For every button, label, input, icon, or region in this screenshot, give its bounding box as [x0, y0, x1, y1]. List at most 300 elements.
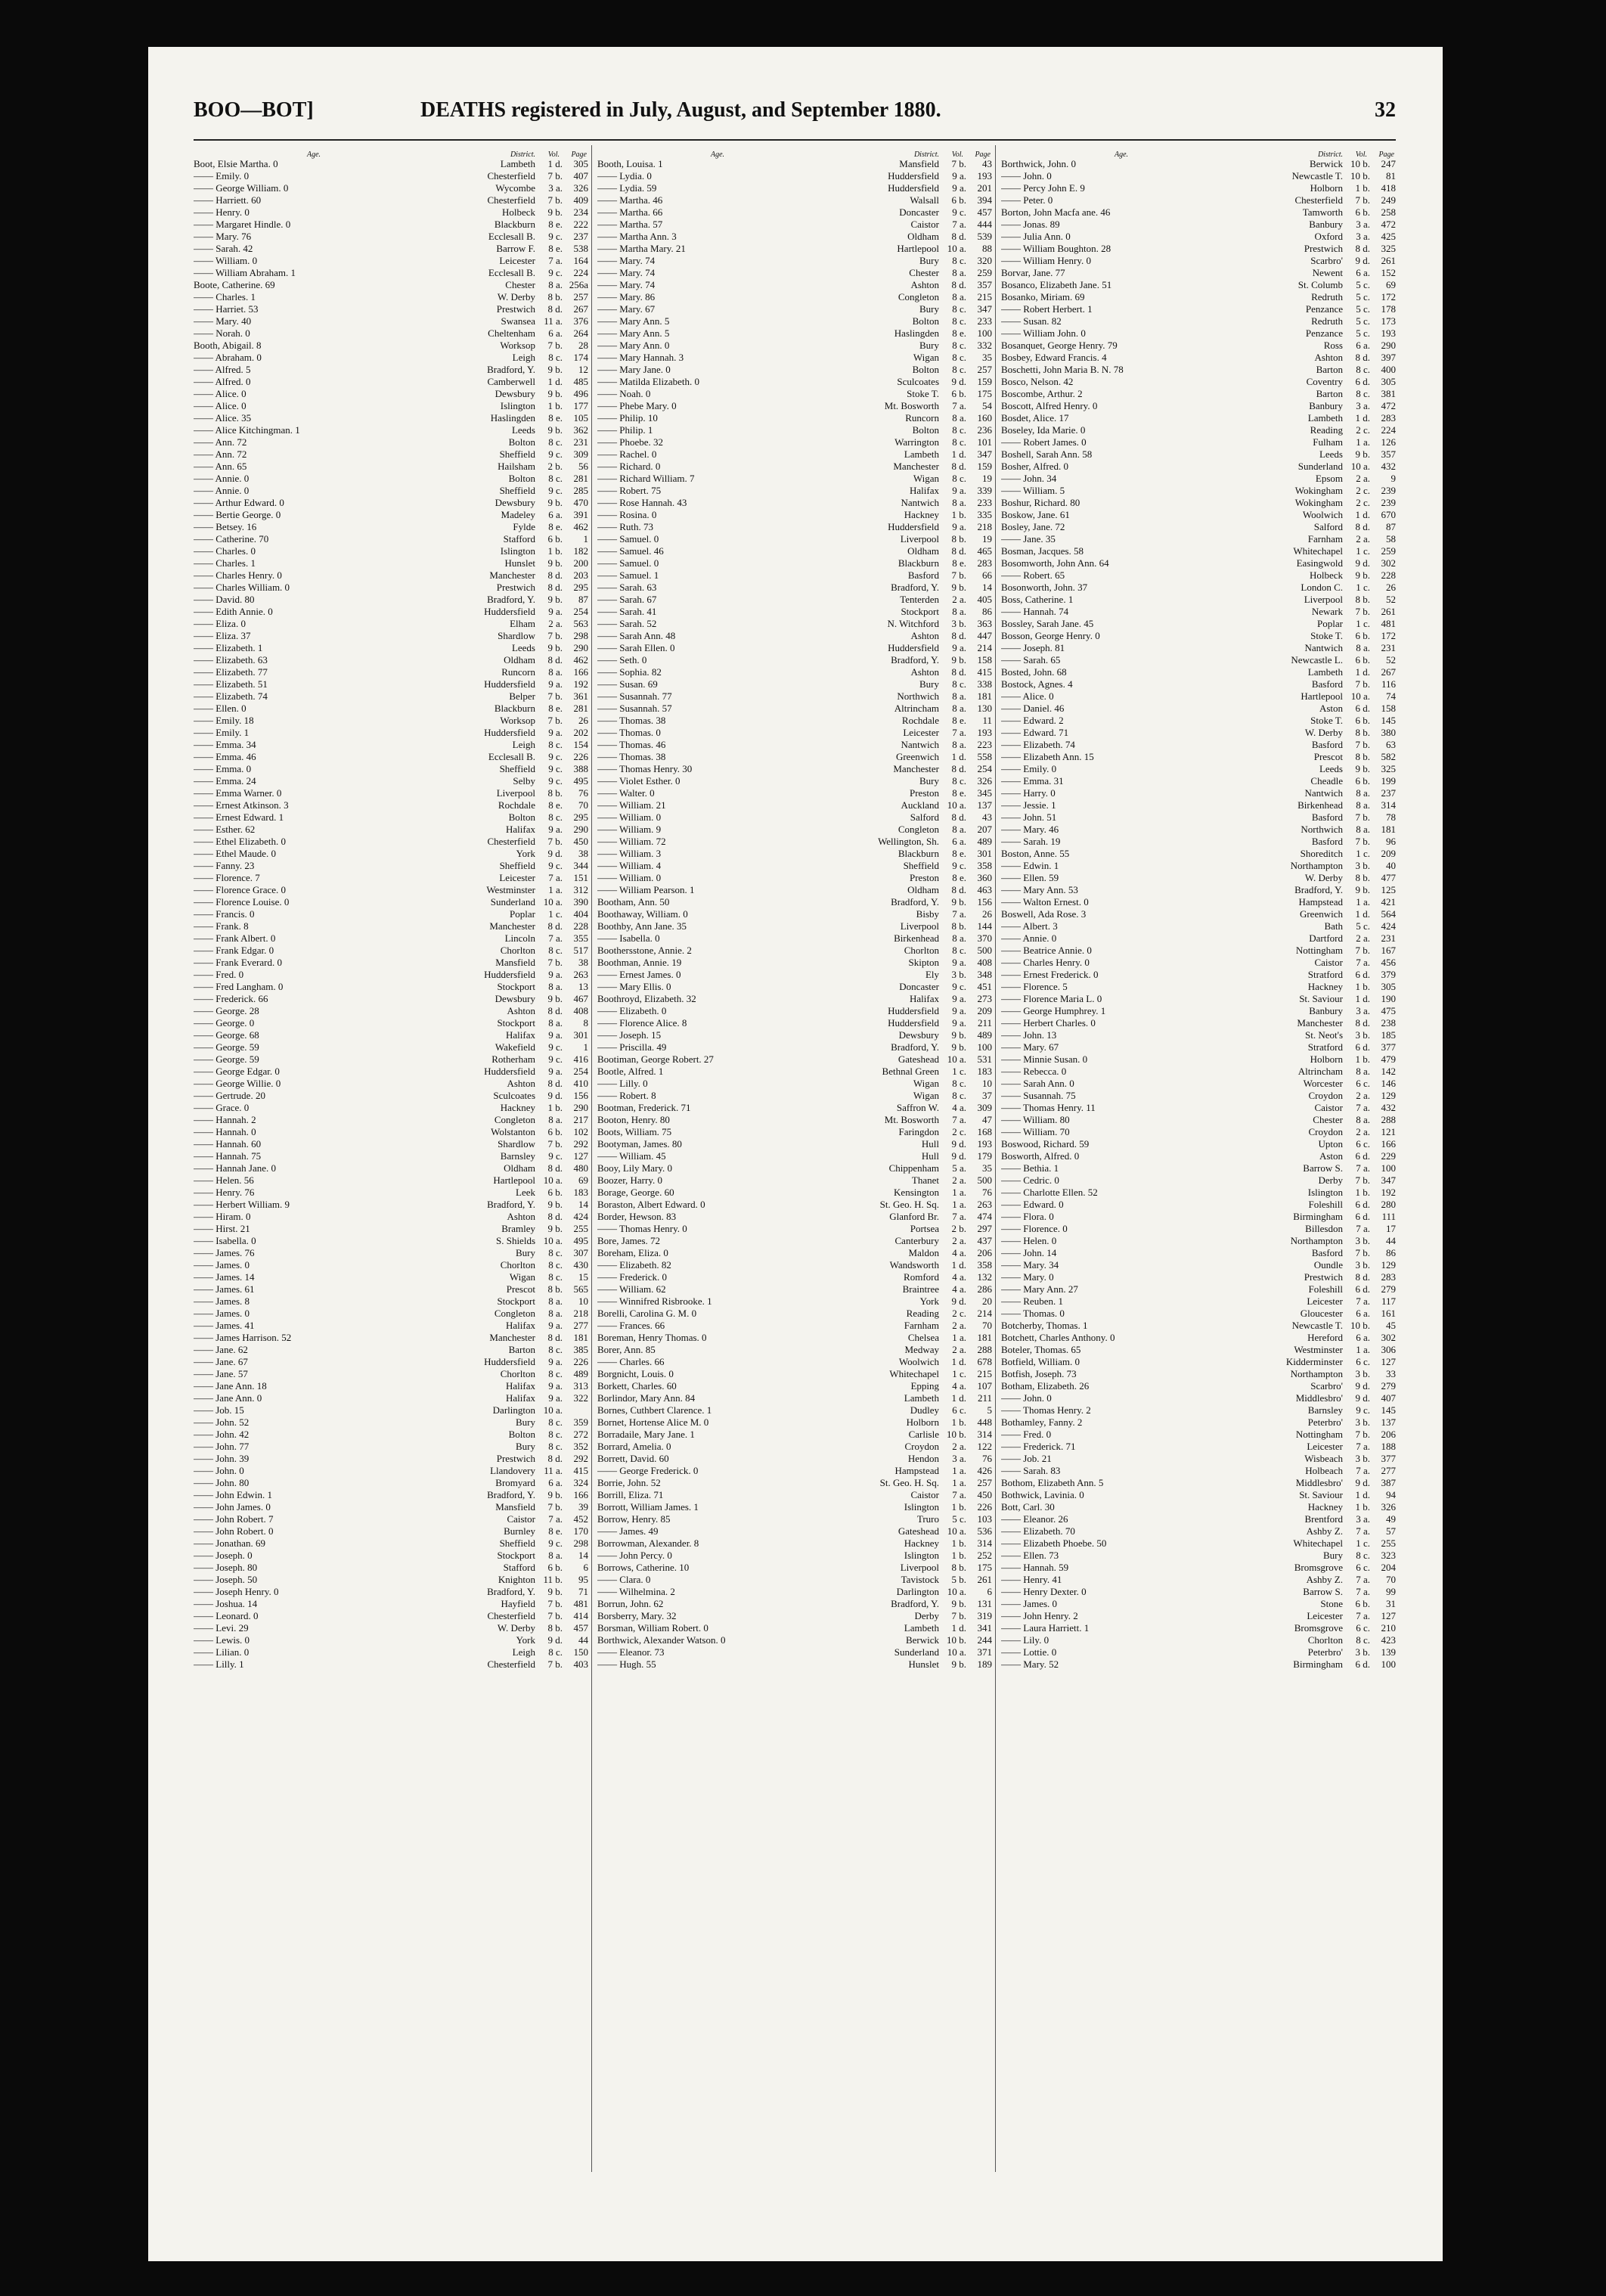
entry-page: 31 [1386, 1598, 1396, 1609]
entry-page: 500 [977, 945, 992, 956]
entry-district: Leek [516, 1187, 535, 1198]
entry-volume: 3 b. [1355, 1259, 1370, 1271]
entry-district: N. Witchford [887, 618, 939, 629]
index-entry [194, 473, 588, 485]
entry-district: Barton [1316, 364, 1343, 375]
index-entry [194, 896, 588, 908]
index-entry [194, 642, 588, 654]
entry-district: Hull [921, 1138, 939, 1150]
index-entry [194, 1041, 588, 1053]
entry-name-age: —— Ellen. 73 [1001, 1550, 1059, 1561]
entry-page: 404 [573, 908, 588, 920]
entry-volume: 1 b. [547, 545, 563, 557]
entry-name-age: Botfield, William. 0 [1001, 1356, 1080, 1367]
entry-name-age: —— William. 70 [1001, 1126, 1070, 1137]
entry-district: Wigan [509, 1271, 535, 1283]
entry-district: Sheffield [499, 763, 535, 774]
entry-volume: 7 a. [548, 932, 563, 944]
entry-district: Leigh [512, 352, 535, 363]
entry-name-age: —— William Abraham. 1 [194, 267, 296, 278]
index-entry [1001, 1138, 1396, 1150]
entry-district: Dewsbury [495, 388, 535, 399]
entry-name-age: —— Reuben. 1 [1001, 1295, 1063, 1307]
entry-page: 5 [987, 1404, 992, 1416]
entry-page: 160 [977, 412, 992, 424]
entry-name-age: —— Hiram. 0 [194, 1211, 251, 1222]
entry-volume: 7 b. [1355, 811, 1370, 823]
entry-district: Redruth [1311, 291, 1343, 303]
entry-district: Leigh [512, 739, 535, 750]
entry-volume: 8 d. [1355, 1017, 1370, 1029]
index-entry [597, 945, 992, 957]
entry-name-age: —— Rachel. 0 [597, 448, 657, 460]
entry-page: 377 [1381, 1041, 1396, 1053]
index-entry [1001, 594, 1396, 606]
entry-volume: 8 a. [548, 279, 563, 290]
entry-district: Darlington [896, 1586, 939, 1597]
entry-page: 234 [573, 206, 588, 218]
entry-volume: 8 b. [547, 1622, 563, 1634]
entry-district: Sculcoates [897, 376, 939, 387]
index-entry [194, 412, 588, 424]
entry-name-age: —— Sarah. 41 [597, 606, 657, 617]
entry-name-age: —— Henry Dexter. 0 [1001, 1586, 1087, 1597]
index-entry [597, 872, 992, 884]
entry-name-age: —— Lily. 0 [1001, 1634, 1049, 1646]
entry-page: 105 [573, 412, 588, 424]
entry-name-age: —— John. 0 [1001, 170, 1052, 182]
index-entry [1001, 739, 1396, 751]
entry-volume: 8 a. [548, 1295, 563, 1307]
entry-page: 70 [578, 799, 588, 811]
entry-volume: 9 b. [547, 557, 563, 569]
entry-page: 335 [977, 509, 992, 520]
entry-volume: 9 d. [547, 1090, 563, 1101]
entry-name-age: —— Florence Louise. 0 [194, 896, 290, 908]
entry-volume: 8 a. [548, 1550, 563, 1561]
entry-page: 95 [578, 1574, 588, 1585]
index-entry [1001, 1150, 1396, 1162]
entry-name-age: —— Thomas. 38 [597, 751, 666, 762]
entry-volume: 9 a. [952, 993, 966, 1004]
entry-page: 347 [977, 448, 992, 460]
entry-volume: 10 a. [1350, 690, 1370, 702]
index-entry [194, 1562, 588, 1574]
entry-district: Newcastle T. [1291, 1320, 1343, 1331]
entry-district: Wellington, Sh. [878, 836, 939, 847]
index-entry [597, 1090, 992, 1102]
entry-name-age: —— Charlotte Ellen. 52 [1001, 1187, 1098, 1198]
index-entry [194, 436, 588, 448]
entry-page: 224 [1381, 424, 1396, 436]
index-entry [597, 1622, 992, 1634]
entry-district: Dartford [1309, 932, 1343, 944]
entry-volume: 6 b. [951, 194, 966, 206]
entry-volume: 3 a. [1356, 400, 1370, 411]
entry-volume: 1 b. [951, 1416, 966, 1428]
entry-page: 259 [1381, 545, 1396, 557]
entry-volume: 3 b. [1355, 1646, 1370, 1658]
entry-volume: 9 a. [952, 521, 966, 532]
entry-name-age: Bosman, Jacques. 58 [1001, 545, 1084, 557]
entry-name-age: Borthwick, Alexander Watson. 0 [597, 1634, 726, 1646]
index-entry [1001, 1441, 1396, 1453]
entry-page: 33 [1386, 1368, 1396, 1379]
entry-page: 192 [1381, 1187, 1396, 1198]
entry-name-age: —— Emma. 46 [194, 751, 256, 762]
entry-name-age: Bosomworth, John Ann. 64 [1001, 557, 1109, 569]
index-entry [194, 376, 588, 388]
entry-volume: 8 d. [951, 811, 966, 823]
entry-page: 450 [977, 1489, 992, 1500]
entry-volume: 10 a. [947, 1586, 966, 1597]
entry-district: Manchester [893, 461, 939, 472]
entry-name-age: —— Betsey. 16 [194, 521, 257, 532]
entry-volume: 1 a. [1356, 896, 1370, 908]
entry-name-age: —— Mary Ellis. 0 [597, 981, 671, 992]
index-entry [194, 1283, 588, 1295]
entry-page: 107 [977, 1380, 992, 1392]
entry-volume: 9 d. [547, 1634, 563, 1646]
entry-name-age: Boswood, Richard. 59 [1001, 1138, 1090, 1150]
entry-volume: 8 a. [1356, 642, 1370, 653]
entry-name-age: —— Sarah Ann. 0 [1001, 1078, 1074, 1089]
entry-volume: 8 a. [548, 1114, 563, 1125]
entry-page: 357 [977, 279, 992, 290]
entry-page: 244 [977, 1634, 992, 1646]
entry-district: Hackney [500, 1102, 535, 1113]
entry-name-age: —— Hannah. 59 [1001, 1562, 1069, 1573]
entry-volume: 9 c. [952, 981, 966, 992]
entry-name-age: —— Emma. 34 [194, 739, 256, 750]
index-entry [597, 1162, 992, 1174]
entry-name-age: Border, Hewson. 83 [597, 1211, 677, 1222]
entry-page: 405 [977, 594, 992, 605]
entry-volume: 7 b. [1355, 739, 1370, 750]
entry-volume: 9 b. [1355, 448, 1370, 460]
entry-district: Stoke T. [907, 388, 939, 399]
entry-page: 423 [1381, 1634, 1396, 1646]
entry-district: Manchester [1297, 1017, 1343, 1029]
entry-volume: 3 a. [1356, 1513, 1370, 1525]
entry-page: 226 [573, 1356, 588, 1367]
entry-district: Swansea [501, 315, 535, 327]
index-entry [597, 231, 992, 243]
entry-name-age: —— Mary. 74 [597, 279, 656, 290]
index-entry [194, 666, 588, 678]
entry-page: 290 [573, 824, 588, 835]
entry-district: Burnley [504, 1525, 535, 1537]
entry-name-age: Bootiman, George Robert. 27 [597, 1053, 714, 1065]
index-entry [597, 1356, 992, 1368]
entry-volume: 4 a. [952, 1271, 966, 1283]
index-entry [597, 1259, 992, 1271]
entry-page: 223 [977, 739, 992, 750]
entry-volume: 2 a. [1356, 533, 1370, 545]
entry-district: Congleton [898, 824, 939, 835]
entry-name-age: —— Cedric. 0 [1001, 1174, 1059, 1186]
entry-name-age: —— Hirst. 21 [194, 1223, 250, 1234]
entry-name-age: Borrow, Henry. 85 [597, 1513, 671, 1525]
entry-volume: 8 d. [547, 303, 563, 315]
entry-page: 14 [982, 582, 992, 593]
entry-district: Prestwich [1304, 243, 1343, 254]
entry-name-age: —— Bertie George. 0 [194, 509, 281, 520]
entry-volume: 8 d. [951, 630, 966, 641]
entry-volume: 7 a. [548, 1513, 563, 1525]
entry-name-age: —— Mary. 76 [194, 231, 252, 242]
index-entry [194, 557, 588, 569]
entry-name-age: —— William. 62 [597, 1283, 666, 1295]
entry-page: 301 [977, 848, 992, 859]
entry-name-age: —— Ernest Edward. 1 [194, 811, 284, 823]
entry-district: Kensington [894, 1187, 939, 1198]
index-entry [597, 315, 992, 327]
entry-name-age: —— Jessie. 1 [1001, 799, 1056, 811]
entry-name-age: Borrie, John. 52 [597, 1477, 661, 1488]
entry-name-age: —— Jane Ann. 0 [194, 1392, 262, 1404]
entry-name-age: —— George Frederick. 0 [597, 1465, 699, 1476]
index-entry [597, 618, 992, 630]
entry-name-age: —— Peter. 0 [1001, 194, 1053, 206]
entry-volume: 7 b. [547, 1610, 563, 1621]
index-entry [194, 1550, 588, 1562]
entry-name-age: —— Florence. 0 [1001, 1223, 1068, 1234]
entry-name-age: —— Susannah. 77 [597, 690, 672, 702]
entry-page: 137 [977, 799, 992, 811]
entry-page: 408 [977, 957, 992, 968]
entry-district: Chorlton [904, 945, 939, 956]
entry-volume: 8 b. [1355, 751, 1370, 762]
entry-page: 531 [977, 1053, 992, 1065]
entry-page: 236 [977, 424, 992, 436]
entry-district: Wigan [913, 473, 939, 484]
entry-volume: 8 e. [952, 872, 966, 883]
entry-name-age: —— Ernest Frederick. 0 [1001, 969, 1099, 980]
index-entry [1001, 1005, 1396, 1017]
entry-name-age: —— Percy John E. 9 [1001, 182, 1085, 194]
index-entry [1001, 400, 1396, 412]
entry-name-age: —— Joseph. 0 [194, 1550, 253, 1561]
entry-page: 94 [1386, 1489, 1396, 1500]
entry-page: 144 [977, 920, 992, 932]
index-entry [597, 1368, 992, 1380]
entry-volume: 8 c. [548, 473, 563, 484]
entry-name-age: Bosbey, Edward Francis. 4 [1001, 352, 1107, 363]
entry-district: Ecclesall B. [488, 231, 535, 242]
entry-volume: 8 e. [548, 799, 563, 811]
entry-district: St. Neot's [1304, 1029, 1343, 1041]
entry-name-age: Bootle, Alfred. 1 [597, 1066, 664, 1077]
entry-district: Stockport [497, 981, 535, 992]
index-entry [1001, 1308, 1396, 1320]
entry-name-age: —— Ernest James. 0 [597, 969, 681, 980]
index-entry [597, 848, 992, 860]
entry-name-age: —— William John. 0 [1001, 327, 1086, 339]
entry-name-age: —— Elizabeth. 82 [597, 1259, 671, 1271]
entry-volume: 4 a. [952, 1102, 966, 1113]
entry-volume: 5 c. [952, 1513, 966, 1525]
entry-volume: 10 a. [543, 896, 563, 908]
entry-page: 17 [1386, 1223, 1396, 1234]
entry-page: 100 [977, 327, 992, 339]
entry-district: Prescot [1313, 751, 1343, 762]
index-entry [1001, 981, 1396, 993]
index-entry [1001, 448, 1396, 461]
index-entry [1001, 461, 1396, 473]
entry-district: Halifax [910, 485, 939, 496]
entry-volume: 7 b. [951, 569, 966, 581]
index-entry [1001, 1429, 1396, 1441]
entry-name-age: —— Frederick. 0 [597, 1271, 668, 1283]
entry-page: 211 [977, 1017, 992, 1029]
entry-page: 371 [977, 1646, 992, 1658]
entry-name-age: —— Seth. 0 [597, 654, 647, 666]
entry-page: 189 [977, 1658, 992, 1670]
entry-district: Darlington [492, 1404, 535, 1416]
entry-page: 209 [1381, 848, 1396, 859]
entry-page: 56 [578, 461, 588, 472]
entry-name-age: —— Henry. 76 [194, 1187, 255, 1198]
entry-name-age: —— Alice. 0 [1001, 690, 1054, 702]
index-entry [597, 654, 992, 666]
entry-page: 408 [573, 1005, 588, 1016]
index-entry [194, 1102, 588, 1114]
entry-name-age: —— Hannah. 75 [194, 1150, 262, 1162]
index-entry [194, 1380, 588, 1392]
entry-page: 347 [977, 303, 992, 315]
entry-volume: 2 b. [951, 1223, 966, 1234]
entry-volume: 9 b. [547, 424, 563, 436]
entry-district: S. Shields [495, 1235, 535, 1246]
entry-page: 286 [977, 1283, 992, 1295]
entry-district: Newcastle T. [1291, 170, 1343, 182]
entry-volume: 7 a. [1356, 1465, 1370, 1476]
entry-volume: 6 a. [1356, 1308, 1370, 1319]
entry-page: 9 [1391, 473, 1396, 484]
entry-page: 131 [977, 1598, 992, 1609]
index-entry [597, 279, 992, 291]
entry-volume: 6 b. [1355, 654, 1370, 666]
entry-volume: 10 b. [1350, 158, 1370, 169]
index-entry [597, 485, 992, 497]
entry-district: Reading [1310, 424, 1343, 436]
entry-page: 326 [977, 775, 992, 787]
entry-volume: 9 b. [1355, 884, 1370, 895]
entry-name-age: —— James. 76 [194, 1247, 255, 1258]
entry-volume: 7 a. [952, 1211, 966, 1222]
index-entry [194, 1187, 588, 1199]
entry-district: W. Derby [1304, 727, 1343, 738]
index-entry [1001, 412, 1396, 424]
entry-district: Prestwich [496, 1453, 535, 1464]
index-entry [194, 1453, 588, 1465]
entry-volume: 7 b. [547, 170, 563, 182]
entry-name-age: —— Sarah. 42 [194, 243, 253, 254]
entry-volume: 6 a. [1356, 267, 1370, 278]
index-entry [597, 1550, 992, 1562]
index-entry [597, 448, 992, 461]
entry-district: Poplar [510, 908, 535, 920]
index-entry [194, 497, 588, 509]
entry-volume: 9 d. [1355, 1392, 1370, 1404]
entry-name-age: —— Elizabeth. 51 [194, 678, 268, 690]
entry-volume: 9 c. [548, 1053, 563, 1065]
index-entry [1001, 388, 1396, 400]
entry-volume: 10 b. [947, 1429, 966, 1440]
entry-page: 214 [977, 1308, 992, 1319]
index-entry [1001, 1404, 1396, 1416]
index-entry [194, 243, 588, 255]
entry-district: Bradford, Y. [487, 1199, 535, 1210]
entry-page: 357 [1381, 448, 1396, 460]
entry-volume: 1 b. [1355, 981, 1370, 992]
entry-page: 100 [1381, 1658, 1396, 1670]
entry-page: 170 [573, 1525, 588, 1537]
entry-page: 418 [1381, 182, 1396, 194]
entry-page: 226 [977, 1501, 992, 1513]
index-entry [1001, 945, 1396, 957]
index-entry [597, 1441, 992, 1453]
index-entry [1001, 811, 1396, 824]
entry-name-age: —— Sarah Ann. 48 [597, 630, 676, 641]
entry-district: Selby [513, 775, 535, 787]
entry-page: 292 [573, 1453, 588, 1464]
entry-volume: 7 b. [1355, 678, 1370, 690]
entry-name-age: —— Edward. 2 [1001, 715, 1064, 726]
entry-volume: 6 d. [1355, 969, 1370, 980]
entry-name-age: —— Walter. 0 [597, 787, 655, 799]
index-entry [194, 860, 588, 872]
entry-page: 139 [1381, 1646, 1396, 1658]
entry-volume: 5 c. [1356, 327, 1370, 339]
entry-volume: 6 b. [1355, 1598, 1370, 1609]
entry-name-age: —— Frances. 66 [597, 1320, 665, 1331]
entry-volume: 9 d. [1355, 255, 1370, 266]
entry-page: 451 [977, 981, 992, 992]
column-divider [995, 145, 996, 2172]
index-entry [194, 1392, 588, 1404]
index-entry [597, 642, 992, 654]
entry-district: Sunderland [490, 896, 535, 908]
entry-name-age: —— Lottie. 0 [1001, 1646, 1057, 1658]
entry-page: 132 [977, 1271, 992, 1283]
entry-name-age: Boshell, Sarah Ann. 58 [1001, 448, 1093, 460]
index-entry [597, 920, 992, 932]
entry-name-age: —— Noah. 0 [597, 388, 651, 399]
entry-page: 290 [573, 1102, 588, 1113]
entry-page: 283 [977, 557, 992, 569]
entry-volume: 2 b. [547, 461, 563, 472]
entry-district: Dewsbury [898, 1029, 939, 1041]
entry-district: Caistor [910, 1489, 939, 1500]
entry-name-age: —— Mary. 74 [597, 255, 656, 266]
entry-volume: 5 c. [1356, 279, 1370, 290]
entry-page: 247 [1381, 158, 1396, 169]
entry-volume: 1 a. [952, 1199, 966, 1210]
index-entry [194, 279, 588, 291]
index-entry [194, 1162, 588, 1174]
index-entry [194, 1658, 588, 1671]
entry-district: Mansfield [495, 1501, 535, 1513]
entry-district: Bury [516, 1247, 535, 1258]
entry-volume: 8 c. [548, 1429, 563, 1440]
index-entry [597, 1634, 992, 1646]
entry-district: W. Derby [497, 291, 535, 303]
entry-district: Halifax [506, 1029, 535, 1041]
entry-name-age: —— Job. 21 [1001, 1453, 1052, 1464]
entry-name-age: Boss, Catherine. 1 [1001, 594, 1074, 605]
